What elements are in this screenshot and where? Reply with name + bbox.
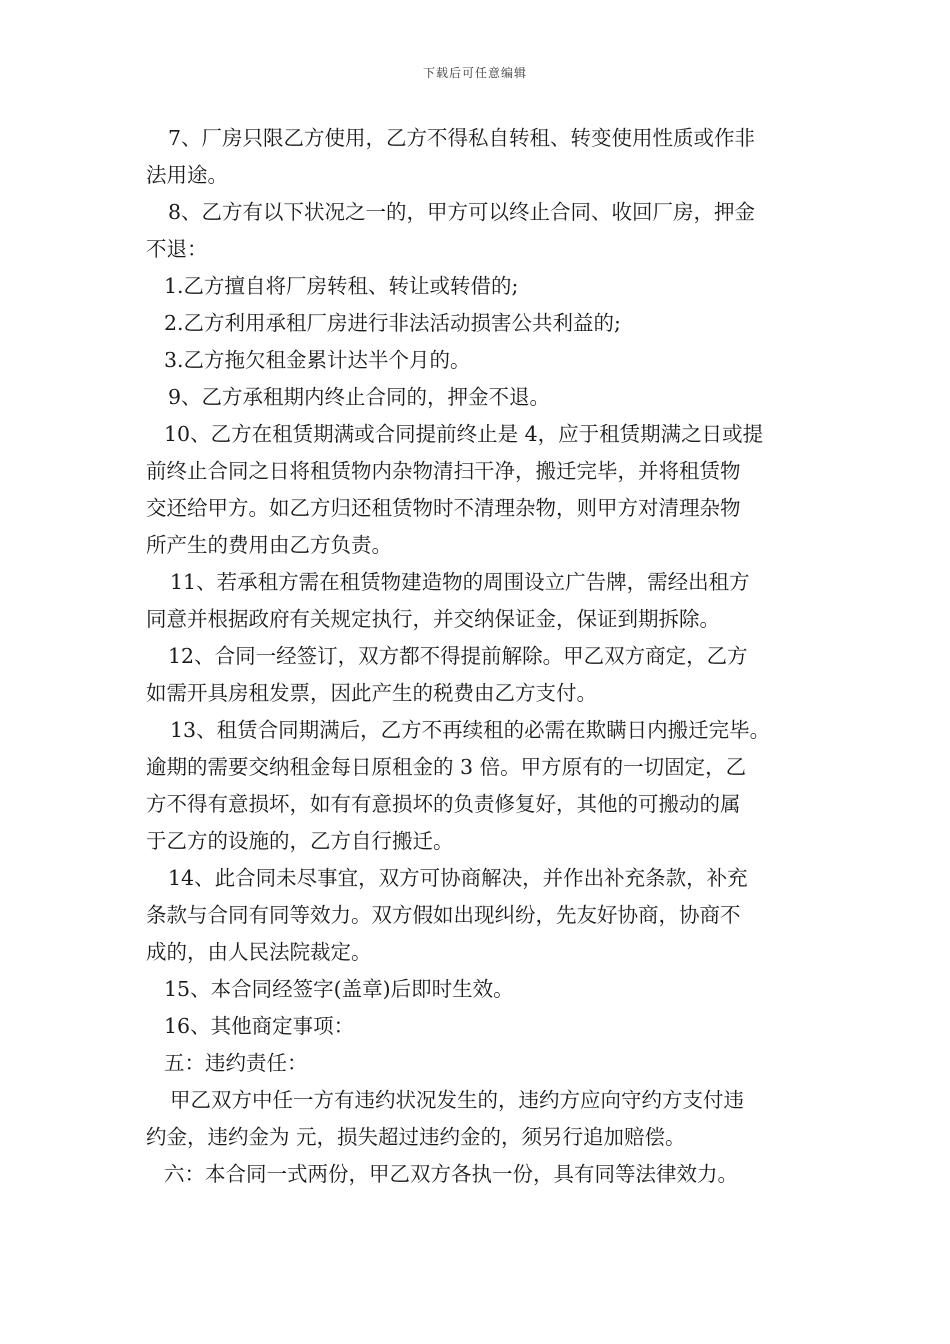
text-line: 9、乙方承租期内终止合同的，押金不退。	[168, 385, 551, 409]
text-line: 8、乙方有以下状况之一的，甲方可以终止合同、收回厂房，押金	[168, 200, 756, 224]
text-line: 12、合同一经签订，双方都不得提前解除。甲乙双方商定，乙方	[168, 644, 748, 668]
text-line: 不退：	[146, 237, 208, 261]
text-line: 10、乙方在租赁期满或合同提前终止是 4，应于租赁期满之日或提	[164, 422, 764, 446]
text-line: 约金，违约金为 元，损失超过违约金的，须另行追加赔偿。	[146, 1125, 686, 1149]
text-line: 同意并根据政府有关规定执行，并交纳保证金，保证到期拆除。	[146, 607, 720, 631]
text-line: 15、本合同经签字(盖章)后即时生效。	[164, 977, 514, 1001]
text-line: 法用途。	[146, 163, 228, 187]
text-line: 甲乙双方中任一方有违约状况发生的，违约方应向守约方支付违	[170, 1088, 744, 1112]
text-line: 于乙方的设施的，乙方自行搬迁。	[146, 829, 454, 853]
text-line: 7、厂房只限乙方使用，乙方不得私自转租、转变使用性质或作非	[168, 126, 756, 150]
text-line: 2.乙方利用承租厂房进行非法活动损害公共利益的;	[164, 311, 621, 335]
text-line: 11、若承租方需在租赁物建造物的周围设立广告牌，需经出租方	[170, 570, 750, 594]
text-line: 方不得有意损坏，如有有意损坏的负责修复好，其他的可搬动的属	[146, 792, 741, 816]
text-line: 14、此合同未尽事宜，双方可协商解决，并作出补充条款，补充	[168, 866, 748, 890]
text-line: 前终止合同之日将租赁物内杂物清扫干净，搬迁完毕，并将租赁物	[146, 459, 741, 483]
text-line: 交还给甲方。如乙方归还租赁物时不清理杂物，则甲方对清理杂物	[146, 496, 741, 520]
text-line: 条款与合同有同等效力。双方假如出现纠纷，先友好协商，协商不	[146, 903, 741, 927]
text-line: 如需开具房租发票，因此产生的税费由乙方支付。	[146, 681, 597, 705]
text-line: 3.乙方拖欠租金累计达半个月的。	[164, 348, 471, 372]
text-line: 1.乙方擅自将厂房转租、转让或转借的;	[164, 274, 519, 298]
text-line: 五：违约责任：	[164, 1051, 308, 1075]
text-line: 六：本合同一式两份，甲乙双方各执一份，具有同等法律效力。	[164, 1162, 738, 1186]
text-line: 逾期的需要交纳租金每日原租金的 3 倍。甲方原有的一切固定，乙	[146, 755, 747, 779]
text-line: 所产生的费用由乙方负责。	[146, 533, 392, 557]
text-line: 13、租赁合同期满后，乙方不再续租的必需在欺瞒日内搬迁完毕。	[170, 718, 771, 742]
document-body	[146, 120, 814, 1193]
text-line: 成的，由人民法院裁定。	[146, 940, 372, 964]
page-header: 下载后可任意编辑	[422, 66, 527, 80]
text-line: 16、其他商定事项：	[164, 1014, 355, 1038]
